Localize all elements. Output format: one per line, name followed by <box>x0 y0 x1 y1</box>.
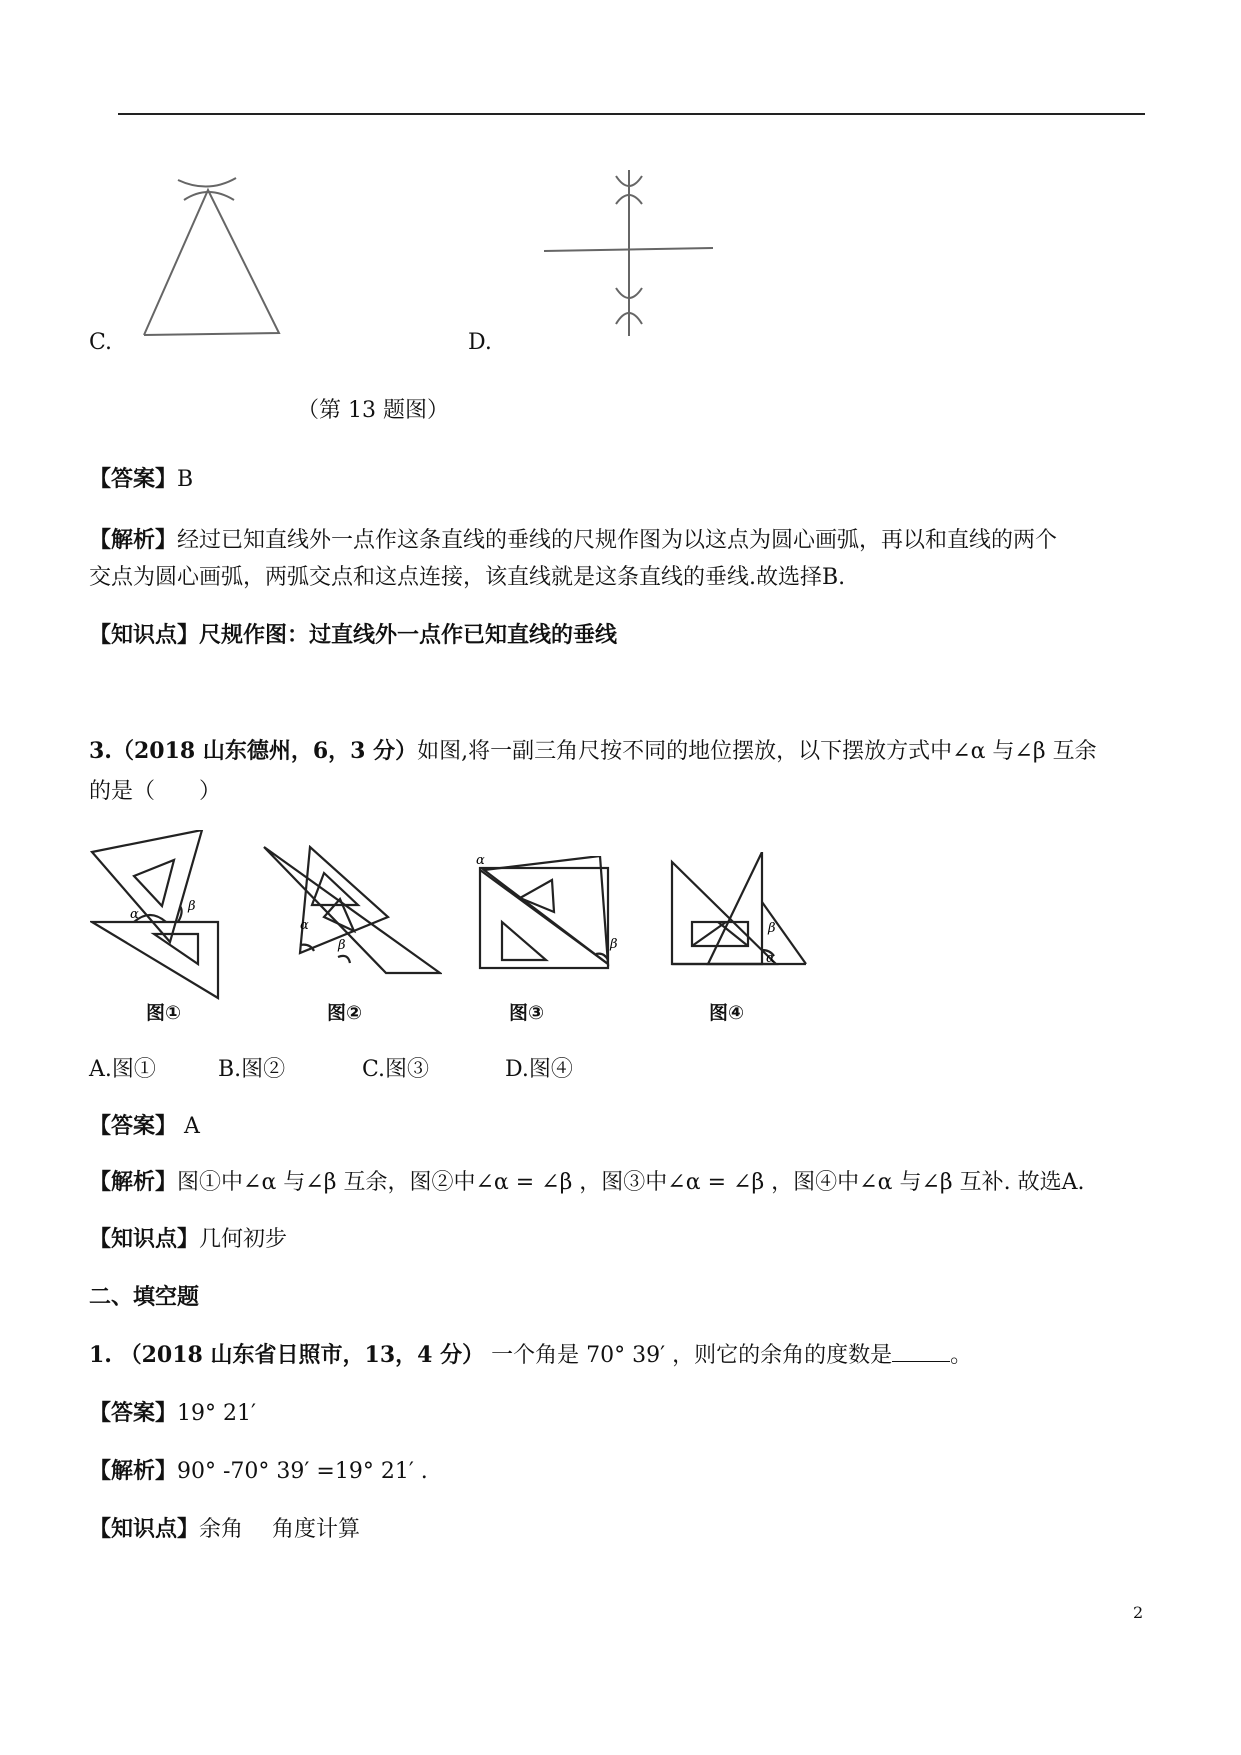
q3-option-b: B.图② <box>218 1057 286 1082</box>
q13-analysis-line1 <box>89 526 1057 555</box>
beta-label: β <box>188 899 196 914</box>
q3-stem-line2: 的是（ ） <box>89 779 222 804</box>
header-rule <box>118 113 1145 115</box>
figure-4-label: 图④ <box>709 1002 745 1024</box>
figure-c-triangle <box>130 168 290 348</box>
fill1-stem <box>89 1341 972 1370</box>
triangle-upper <box>92 830 202 942</box>
triangle-inner-1 <box>312 873 358 905</box>
alpha-label: α <box>130 907 139 922</box>
fill1-source: 1. （2018 山东省日照市，13，4 分） <box>89 1342 485 1368</box>
q3-option-a: A.图① <box>89 1057 156 1082</box>
q3-option-d: D.图④ <box>505 1057 573 1082</box>
q3-stem-line1 <box>89 737 1097 766</box>
knowledge-text: 余角 角度计算 <box>199 1517 361 1542</box>
triangle-left <box>672 862 776 964</box>
fill1-stem-text: 一个角是 70° 39′ ，则它的余角的度数是 <box>484 1343 893 1368</box>
figure-d-perpendicular <box>540 168 720 348</box>
figure-1-label: 图① <box>146 1002 182 1024</box>
beta-label: β <box>610 937 618 952</box>
option-c-label: C. <box>89 330 113 355</box>
q3-analysis <box>89 1168 1084 1197</box>
knowledge-text: 尺规作图：过直线外一点作已知直线的垂线 <box>199 622 618 648</box>
analysis-tag: 【解析】 <box>89 1169 178 1195</box>
triangle-lower-inner <box>154 934 198 964</box>
beta-label: β <box>338 938 346 953</box>
q3-option-c: C.图③ <box>362 1057 430 1082</box>
beta-label: β <box>768 921 776 936</box>
q3-source: 3.（2018 山东德州，6，3 分） <box>89 738 418 764</box>
alpha-label: α <box>766 951 775 966</box>
analysis-tag: 【解析】 <box>89 1458 178 1484</box>
triangle-inner-lower <box>502 922 546 960</box>
triangle-long <box>264 847 440 973</box>
answer-value: A <box>177 1114 200 1139</box>
set-square-figure-1 <box>90 830 220 1000</box>
figure-3-label: 图③ <box>509 1002 545 1024</box>
set-square-figure-2 <box>262 845 442 975</box>
knowledge-tag: 【知识点】 <box>89 1226 200 1252</box>
answer-value: 19° 21′ <box>177 1401 256 1426</box>
q3-answer <box>89 1112 200 1141</box>
fill1-analysis <box>89 1457 428 1486</box>
knowledge-tag: 【知识点】 <box>89 622 200 648</box>
q3-knowledge <box>89 1225 287 1254</box>
analysis-tag: 【解析】 <box>89 527 178 553</box>
answer-tag: 【答案】 <box>89 466 178 492</box>
set-square-figure-4 <box>670 852 810 972</box>
arc-1 <box>178 178 236 187</box>
section-title: 二、填空题 <box>89 1284 200 1310</box>
answer-blank <box>892 1343 950 1362</box>
analysis-text: 经过已知直线外一点作这条直线的垂线的尺规作图为以这点为圆心画弧，再以和直线的两个 <box>177 528 1058 553</box>
q13-analysis-line2: 交点为圆心画弧，两弧交点和这点连接，该直线就是这条直线的垂线.故选择B. <box>89 565 846 590</box>
fill1-knowledge <box>89 1515 360 1544</box>
analysis-text: 90° -70° 39′ =19° 21′ . <box>177 1459 428 1484</box>
answer-tag: 【答案】 <box>89 1113 178 1139</box>
triangle-upper-inner <box>134 860 174 906</box>
alpha-label: α <box>300 918 309 933</box>
set-square-figure-3 <box>470 856 620 971</box>
figure-caption: （第 13 题图） <box>297 398 449 423</box>
q13-answer <box>89 465 193 494</box>
answer-value: B <box>177 467 194 492</box>
q3-stem-text: 如图,将一副三角尺按不同的地位摆放，以下摆放方式中∠α 与∠β 互余 <box>417 739 1097 764</box>
knowledge-tag: 【知识点】 <box>89 1516 200 1542</box>
triangle-right <box>708 852 762 964</box>
fill1-stem-end: 。 <box>950 1343 973 1368</box>
triangle-inner-upper <box>520 880 554 912</box>
triangle-outline <box>144 190 279 335</box>
option-d-label: D. <box>468 330 492 355</box>
knowledge-text: 几何初步 <box>199 1227 288 1252</box>
analysis-text: 图①中∠α 与∠β 互余，图②中∠α = ∠β ，图③中∠α = ∠β ，图④中∠α 与∠β 互补. 故选A. <box>177 1170 1085 1195</box>
fill1-answer <box>89 1399 256 1428</box>
q13-knowledge <box>89 621 617 649</box>
page-number: 2 <box>1133 1603 1144 1622</box>
alpha-label: α <box>476 856 485 868</box>
answer-tag: 【答案】 <box>89 1400 178 1426</box>
figure-2-label: 图② <box>327 1002 363 1024</box>
beta-arc <box>338 956 350 963</box>
